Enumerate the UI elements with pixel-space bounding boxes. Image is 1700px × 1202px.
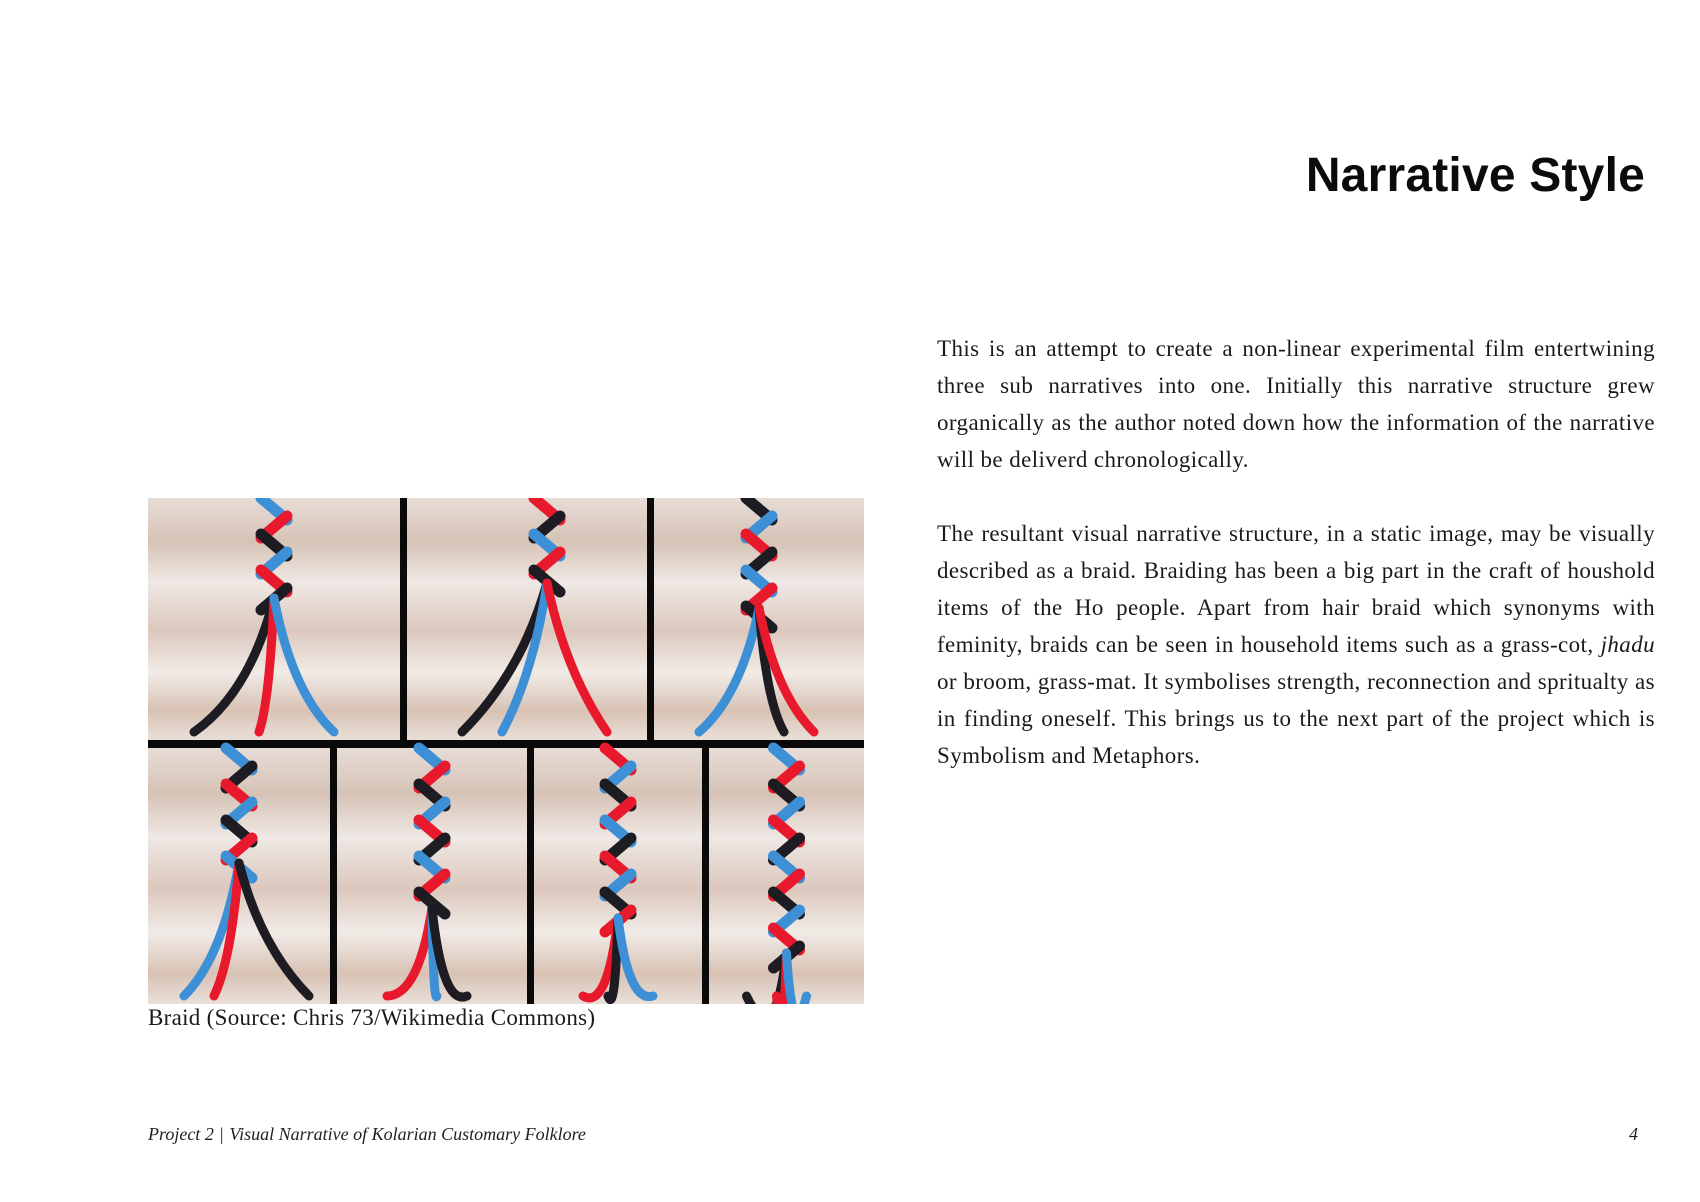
paragraph-braid-text-2: or broom, grass-mat. It symbolises strength, reconnection and spritualty as in finding oneself. This brings us to the next part of the project which is Symbolism and Metaphors.	[937, 669, 1655, 768]
braid-photo-panel	[337, 748, 527, 1004]
braid-figure	[148, 498, 864, 1004]
footer-project: Project 2	[148, 1124, 214, 1144]
braid-photo-panel	[709, 748, 864, 1004]
footer-separator: |	[219, 1124, 224, 1144]
braid-photo-panel	[407, 498, 647, 740]
page-title: Narrative Style	[1305, 149, 1645, 202]
footer-subtitle: Visual Narrative of Kolarian Customary Folklore	[229, 1124, 586, 1144]
braid-photo-panel	[654, 498, 864, 740]
braid-photo-grid	[148, 498, 864, 1004]
paragraph-braid-italic: jhadu	[1600, 632, 1655, 657]
footer-project-title	[148, 1124, 586, 1145]
paragraph-intro: This is an attempt to create a non-linear experimental film entertwining three sub narratives into one. Initially this narrative structure grew organically as the author noted down how the information of the narrative will be deliverd chronologically.	[937, 336, 1655, 472]
page-number: 4	[1629, 1124, 1638, 1144]
braid-photo-panel	[148, 498, 400, 740]
body-text	[937, 330, 1655, 811]
paragraph-braid	[937, 515, 1655, 774]
braid-photo-panel	[534, 748, 702, 1004]
braid-photo-panel	[148, 748, 330, 1004]
paragraph-braid-text-1: The resultant visual narrative structure, in a static image, may be visually described as a braid. Braiding has been a big part in the craft of houshold items of the Ho people. Apart from hair braid which synonyms with feminity, braids can be seen in household items such as a grass-cot,	[937, 521, 1655, 657]
figure-caption: Braid (Source: Chris 73/Wikimedia Commons)	[148, 1005, 596, 1030]
